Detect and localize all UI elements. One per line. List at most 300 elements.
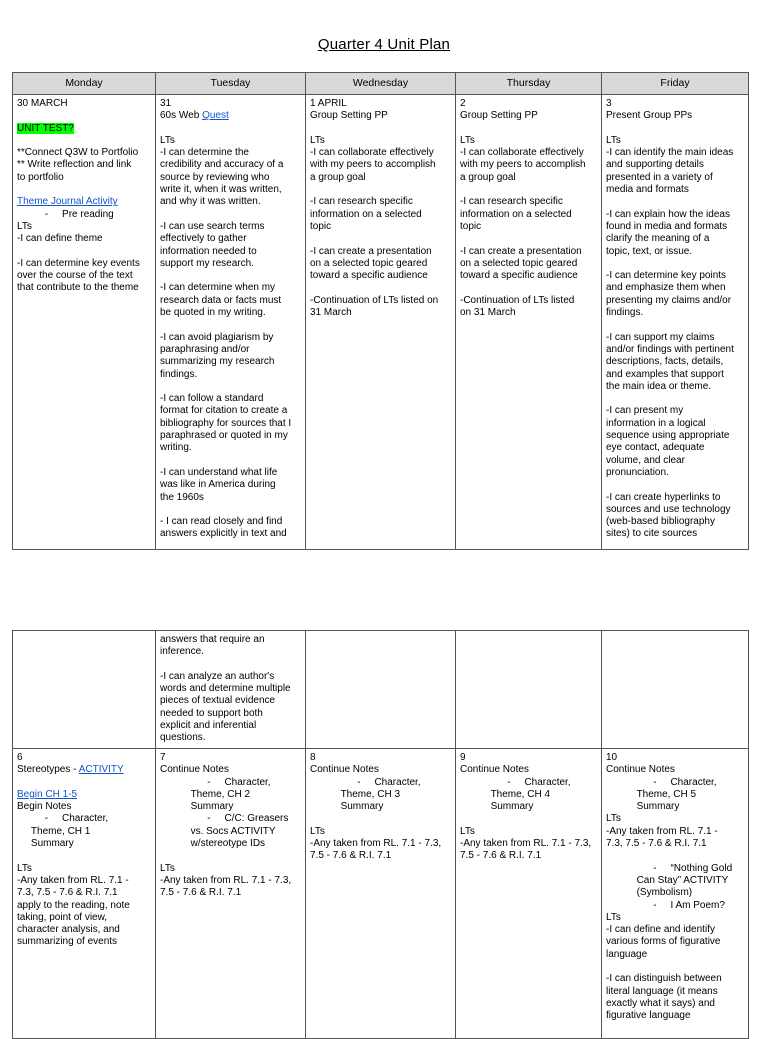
cell-line: [310, 196, 452, 208]
cell-line: [160, 393, 302, 405]
hyperlink[interactable]: Quest: [202, 110, 229, 122]
cell-text: Summary: [606, 801, 680, 813]
cell-line: [460, 258, 598, 270]
cell-text: to portfolio: [17, 171, 64, 183]
week-2-table: [12, 630, 749, 1039]
cell-line: [310, 172, 452, 184]
cell-text: Theme, CH 5: [606, 788, 697, 800]
cell-text: -I can create a presentation: [460, 245, 582, 257]
cell-text: Present Group PPs: [606, 110, 693, 122]
cell-line: [310, 813, 452, 825]
cell-line: [160, 789, 302, 801]
cell-line: [310, 110, 452, 122]
cell-line: [460, 295, 598, 307]
cell-text: -I can analyze an author's: [160, 670, 275, 682]
cell-line: [160, 233, 302, 245]
cell-text: on a selected topic geared: [460, 257, 578, 269]
week-2-row: [13, 749, 749, 1039]
cell-line: [160, 813, 302, 825]
cell-text: effectively to gather: [160, 233, 247, 245]
cell-line: [606, 875, 745, 887]
cell-text: 1 APRIL: [310, 98, 347, 109]
cell-line: [17, 900, 152, 912]
cell-text: LTs: [310, 825, 325, 837]
cell-wednesday-apr-1: [306, 95, 456, 550]
cell-text: -I can collaborate effectively: [460, 147, 584, 159]
cell-text: Continue Notes: [460, 764, 529, 776]
cell-line: [160, 850, 302, 862]
cell-text: research data or facts must: [160, 294, 282, 306]
cell-text: found in media and formats: [606, 220, 728, 232]
continued-row: [13, 631, 749, 749]
cell-text: LTs: [160, 862, 175, 874]
cell-text: summarizing of events: [17, 936, 118, 948]
cell-line: [160, 467, 302, 479]
cell-line: [17, 172, 152, 184]
cell-line: [17, 826, 152, 838]
cell-continued-thursday: [456, 631, 602, 749]
cell-text: 31: [160, 98, 172, 109]
cell-line: [460, 172, 598, 184]
cell-line: [606, 467, 745, 479]
cell-line: [160, 184, 302, 196]
cell-line: [17, 110, 152, 122]
cell-line: [310, 258, 452, 270]
cell-line: [606, 123, 745, 135]
cell-line: [160, 646, 302, 658]
cell-line: [310, 246, 452, 258]
cell-text: a group goal: [460, 171, 516, 183]
cell-line: [310, 777, 452, 789]
cell-line: [310, 764, 452, 776]
cell-line: [460, 850, 598, 862]
cell-line: [160, 838, 302, 850]
cell-text: pieces of textual evidence: [160, 695, 276, 707]
cell-text: - Character,: [606, 776, 717, 788]
cell-text: presenting my claims and/or: [606, 294, 732, 306]
cell-line: [460, 123, 598, 135]
cell-line: [460, 135, 598, 147]
cell-line: [606, 184, 745, 196]
cell-line: [606, 986, 745, 998]
cell-text: figurative language: [606, 1010, 691, 1022]
cell-line: [606, 319, 745, 331]
cell-line: [606, 789, 745, 801]
cell-text: summarizing my research: [160, 356, 275, 368]
cell-text: and emphasize them when: [606, 282, 726, 294]
cell-line: [606, 405, 745, 417]
cell-text: and supporting details: [606, 159, 704, 171]
cell-line: [606, 159, 745, 171]
cell-text: findings.: [160, 368, 198, 380]
cell-line: [17, 123, 152, 135]
cell-text: Theme, CH 3: [310, 788, 401, 800]
cell-line: [310, 838, 452, 850]
cell-text: topic, text, or issue.: [606, 245, 693, 257]
cell-line: [17, 98, 152, 110]
cell-text: - Character,: [460, 776, 571, 788]
cell-line: [460, 184, 598, 196]
cell-text: questions.: [160, 732, 206, 744]
cell-line: [17, 838, 152, 850]
cell-line: [160, 671, 302, 683]
cell-text: Theme, CH 4: [460, 788, 551, 800]
cell-text: -I can research specific: [310, 196, 413, 208]
cell-line: [606, 209, 745, 221]
cell-text: -I can create hyperlinks to: [606, 491, 721, 503]
cell-text: -I can use search terms: [160, 220, 265, 232]
cell-line: [160, 196, 302, 208]
cell-line: [606, 838, 745, 850]
cell-line: [606, 479, 745, 491]
cell-text: apply to the reading, note: [17, 899, 130, 911]
cell-text: -Any taken from RL. 7.1 - 7.3,: [460, 838, 592, 850]
cell-line: [160, 442, 302, 454]
cell-friday-apr-3: [602, 95, 749, 550]
cell-line: [606, 344, 745, 356]
cell-text: 2: [460, 98, 466, 109]
cell-text: -I can collaborate effectively: [310, 147, 434, 159]
cell-line: [606, 973, 745, 985]
cell-line: [606, 147, 745, 159]
cell-line: [17, 196, 152, 208]
cell-line: [160, 683, 302, 695]
cell-text: -I can define theme: [17, 233, 103, 245]
cell-line: [160, 344, 302, 356]
cell-line: [17, 233, 152, 245]
highlighted-text: UNIT TEST?: [17, 122, 74, 134]
cell-text: and/or findings with pertinent: [606, 343, 734, 355]
cell-line: [160, 752, 302, 764]
cell-line: [160, 720, 302, 732]
cell-text: 8: [310, 752, 316, 763]
cell-line: [460, 777, 598, 789]
hyperlink[interactable]: ACTIVITY: [78, 764, 124, 776]
cell-line: [460, 813, 598, 825]
cell-text: LTs: [310, 134, 325, 146]
cell-line: [17, 863, 152, 875]
cell-text: sites) to cite sources: [606, 528, 698, 540]
cell-text: Summary: [460, 801, 534, 813]
cell-line: [606, 221, 745, 233]
cell-tuesday-mar-31: [156, 95, 306, 550]
week-1-table: [12, 72, 749, 550]
cell-line: [606, 863, 745, 875]
day-header-row: [13, 73, 749, 95]
cell-line: [460, 307, 598, 319]
cell-line: [606, 430, 745, 442]
cell-line: [160, 307, 302, 319]
cell-line: [160, 405, 302, 417]
cell-text: eye contact, adequate: [606, 442, 705, 454]
cell-text: sequence using appropriate: [606, 430, 730, 442]
cell-line: [310, 789, 452, 801]
cell-text: **Connect Q3W to Portfolio: [17, 147, 139, 159]
cell-line: [606, 369, 745, 381]
cell-line: [460, 801, 598, 813]
cell-continued-monday: [13, 631, 156, 749]
cell-text: 7: [160, 752, 166, 763]
cell-line: [606, 752, 745, 764]
cell-text: on a selected topic geared: [310, 257, 428, 269]
cell-line: [160, 332, 302, 344]
cell-line: [160, 430, 302, 442]
cell-text: over the course of the text: [17, 270, 133, 282]
cell-line: [606, 949, 745, 961]
cell-text: 3: [606, 98, 612, 109]
cell-text: Continue Notes: [160, 764, 229, 776]
cell-line: [606, 850, 745, 862]
cell-line: [460, 789, 598, 801]
cell-line: [17, 270, 152, 282]
cell-line: [17, 875, 152, 887]
cell-text: Theme, CH 2: [160, 788, 251, 800]
cell-line: [460, 282, 598, 294]
cell-text: -I can create a presentation: [310, 245, 432, 257]
cell-line: [160, 282, 302, 294]
cell-line: [310, 307, 452, 319]
cell-line: [17, 789, 152, 801]
cell-line: [17, 813, 152, 825]
cell-thursday-apr-9: [456, 749, 602, 1039]
cell-text: -I can avoid plagiarism by: [160, 331, 274, 343]
cell-text: 7.3, 7.5 - 7.6 & R.I. 7.1: [17, 887, 118, 899]
cell-line: [460, 838, 598, 850]
cell-text: with my peers to accomplish: [460, 159, 586, 171]
cell-line: [310, 233, 452, 245]
cell-line: [17, 777, 152, 789]
cell-line: [160, 492, 302, 504]
cell-line: [160, 135, 302, 147]
cell-line: [310, 282, 452, 294]
cell-text: -I can determine when my: [160, 282, 276, 294]
cell-text: - “Nothing Gold: [606, 862, 733, 874]
cell-text: inference.: [160, 646, 204, 658]
cell-line: [310, 826, 452, 838]
cell-line: [160, 209, 302, 221]
cell-line: [160, 764, 302, 776]
cell-line: [606, 777, 745, 789]
cell-line: [606, 418, 745, 430]
cell-text: -I can present my: [606, 405, 684, 417]
cell-text: credibility and accuracy of a: [160, 159, 284, 171]
cell-text: on 31 March: [460, 307, 516, 319]
cell-text: media and formats: [606, 184, 689, 196]
cell-text: paraphrased or quoted in my: [160, 430, 288, 442]
cell-line: [460, 209, 598, 221]
cell-line: [310, 147, 452, 159]
cell-friday-apr-10: [602, 749, 749, 1039]
cell-text: -I can explain how the ideas: [606, 208, 730, 220]
cell-text: - I Am Poem?: [606, 899, 725, 911]
cell-line: [160, 634, 302, 646]
cell-text: -I can determine key events: [17, 257, 140, 269]
cell-tuesday-apr-7: [156, 749, 306, 1039]
cell-text: 30 MARCH: [17, 98, 68, 109]
cell-text: write it, when it was written,: [160, 184, 282, 196]
cell-line: [160, 123, 302, 135]
cell-line: [160, 516, 302, 528]
cell-text: -I can determine the: [160, 147, 249, 159]
hyperlink[interactable]: Theme Journal Activity: [17, 196, 118, 208]
cell-text: -I can understand what life: [160, 466, 278, 478]
cell-text: the 1960s: [160, 491, 204, 503]
cell-line: [606, 270, 745, 282]
cell-line: [310, 98, 452, 110]
cell-line: [160, 147, 302, 159]
cell-line: [160, 418, 302, 430]
cell-line: [160, 356, 302, 368]
cell-line: [606, 504, 745, 516]
cell-line: [160, 659, 302, 671]
cell-text: volume, and clear: [606, 454, 685, 466]
cell-text: Can Stay” ACTIVITY: [606, 874, 729, 886]
cell-line: [17, 147, 152, 159]
cell-line: [310, 752, 452, 764]
cell-line: [460, 752, 598, 764]
cell-line: [160, 246, 302, 258]
hyperlink[interactable]: Begin CH 1-5: [17, 788, 78, 800]
cell-text: information on a selected: [310, 208, 422, 220]
cell-line: [17, 159, 152, 171]
cell-line: [606, 900, 745, 912]
cell-line: [606, 135, 745, 147]
cell-line: [606, 961, 745, 973]
cell-line: [310, 123, 452, 135]
cell-line: [160, 295, 302, 307]
cell-text: be quoted in my writing.: [160, 307, 266, 319]
cell-line: [460, 826, 598, 838]
cell-text: - I can read closely and find: [160, 516, 283, 528]
cell-text: LTs: [17, 220, 32, 232]
cell-text: that contribute to the theme: [17, 282, 139, 294]
cell-line: [160, 479, 302, 491]
cell-text: toward a specific audience: [460, 270, 578, 282]
cell-line: [160, 708, 302, 720]
cell-text: exactly what it says) and: [606, 997, 715, 1009]
cell-text: -I can research specific: [460, 196, 563, 208]
header-wednesday: Wednesday: [306, 73, 456, 95]
cell-text: ** Write reflection and link: [17, 159, 132, 171]
cell-text: LTs: [460, 825, 475, 837]
cell-line: [160, 875, 302, 887]
cell-line: [606, 356, 745, 368]
cell-line: [310, 159, 452, 171]
cell-text: -I can identify the main ideas: [606, 147, 734, 159]
header-tuesday: Tuesday: [156, 73, 306, 95]
cell-text: character analysis, and: [17, 924, 120, 936]
cell-line: [606, 998, 745, 1010]
cell-line: [310, 209, 452, 221]
cell-text: words and determine multiple: [160, 683, 291, 695]
cell-text: LTs: [160, 134, 175, 146]
cell-line: [310, 270, 452, 282]
header-thursday: Thursday: [456, 73, 602, 95]
cell-line: [17, 209, 152, 221]
cell-continued-wednesday: [306, 631, 456, 749]
cell-text: - Character,: [310, 776, 421, 788]
cell-line: [606, 295, 745, 307]
cell-line: [460, 233, 598, 245]
cell-text: pronunciation.: [606, 466, 669, 478]
cell-text: (Symbolism): [606, 887, 693, 899]
cell-text: -I can determine key points: [606, 270, 727, 282]
cell-line: [160, 98, 302, 110]
cell-text: -I can distinguish between: [606, 973, 722, 985]
cell-text: 7.5 - 7.6 & R.I. 7.1: [310, 850, 392, 862]
cell-line: [606, 887, 745, 899]
cell-line: [160, 732, 302, 744]
cell-text: Stereotypes -: [17, 764, 79, 776]
cell-text: Theme, CH 1: [17, 825, 91, 837]
cell-text: descriptions, facts, details,: [606, 356, 724, 368]
cell-text: and why it was written.: [160, 196, 261, 208]
cell-line: [17, 850, 152, 862]
cell-wednesday-apr-8: [306, 749, 456, 1039]
cell-line: [17, 752, 152, 764]
cell-line: [160, 110, 302, 122]
cell-text: literal language (it means: [606, 985, 718, 997]
cell-line: [606, 924, 745, 936]
cell-line: [17, 135, 152, 147]
cell-line: [17, 801, 152, 813]
cell-line: [17, 258, 152, 270]
cell-line: [310, 135, 452, 147]
cell-line: [606, 528, 745, 540]
cell-line: [160, 258, 302, 270]
cell-text: LTs: [17, 862, 32, 874]
cell-text: was like in America during: [160, 479, 276, 491]
cell-text: 7.5 - 7.6 & R.I. 7.1: [460, 850, 542, 862]
cell-text: Continue Notes: [606, 764, 675, 776]
cell-text: bibliography for sources that I: [160, 417, 292, 429]
cell-text: LTs: [460, 134, 475, 146]
header-friday: Friday: [602, 73, 749, 95]
cell-line: [606, 246, 745, 258]
cell-line: [160, 221, 302, 233]
cell-text: writing.: [160, 442, 192, 454]
cell-line: [460, 270, 598, 282]
cell-text: - C/C: Greasers: [160, 813, 289, 825]
cell-line: [160, 159, 302, 171]
cell-text: -Continuation of LTs listed: [460, 294, 575, 306]
cell-text: (web-based bibliography: [606, 516, 715, 528]
cell-line: [160, 369, 302, 381]
cell-text: a group goal: [310, 171, 366, 183]
cell-line: [606, 801, 745, 813]
cell-line: [606, 196, 745, 208]
cell-line: [160, 270, 302, 282]
cell-line: [160, 777, 302, 789]
cell-text: topic: [310, 220, 332, 232]
cell-line: [17, 936, 152, 948]
cell-line: [17, 887, 152, 899]
header-monday: Monday: [13, 73, 156, 95]
cell-line: [160, 695, 302, 707]
cell-line: [160, 319, 302, 331]
cell-text: 9: [460, 752, 466, 763]
cell-line: [160, 504, 302, 516]
cell-line: [606, 172, 745, 184]
cell-line: [606, 381, 745, 393]
cell-text: clarify the meaning of a: [606, 233, 710, 245]
cell-text: 31 March: [310, 307, 352, 319]
cell-text: -I can follow a standard: [160, 393, 264, 405]
cell-text: -Any taken from RL. 7.1 - 7.3,: [160, 874, 292, 886]
cell-line: [460, 764, 598, 776]
cell-line: [160, 172, 302, 184]
cell-text: -I can define and identify: [606, 924, 715, 936]
